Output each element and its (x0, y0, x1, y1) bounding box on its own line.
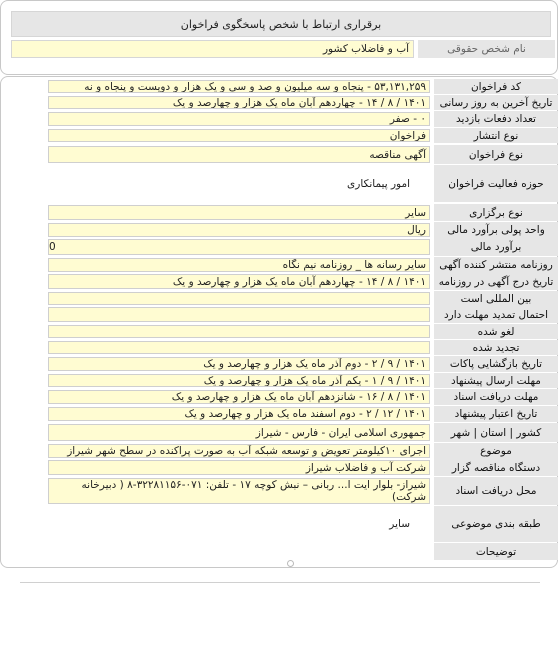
newspaper-row (0, 257, 560, 273)
international-value (48, 292, 430, 305)
contact-header: برقراری ارتباط با شخص پاسخگوی فراخوان (11, 11, 551, 37)
view-count-label: تعداد دفعات بازدید (434, 111, 558, 127)
international-row (0, 291, 560, 306)
publish-type-value: فراخوان (48, 129, 430, 142)
newspaper-date-row (0, 273, 560, 290)
financial-estimate-row (0, 238, 560, 256)
renewed-label: تجدید شده (434, 340, 558, 355)
proposal-deadline-label: مهلت ارسال پیشنهاد (434, 373, 558, 388)
documents-location-label: محل دریافت اسناد (434, 477, 558, 505)
proposal-validity-value: ۱۴۰۱ / ۱۲ / ۲ - دوم اسفند ماه یک هزار و چهارصد و یک (48, 407, 430, 421)
documents-location-value: شیراز- بلوار ایت ا... ربانی – نبش کوچه ۱۷ - تلفن: ۰۷۱-۳۲۲۸۱۱۵۶-۸ ( دبیرخانه شرکت) (48, 478, 430, 504)
subject-value: اجرای ۱۰کیلومتر تعویض و توسعه شبکه آب به صورت پراکنده در سطح شهر شیراز (48, 444, 430, 458)
publish-type-label: نوع انتشار (434, 128, 558, 143)
radio-dot-icon (287, 560, 294, 567)
holding-type-label: نوع برگزاری (434, 204, 558, 221)
activity-field-row (0, 165, 560, 202)
location-row (0, 423, 560, 442)
tender-code-value: ۵۳,۱۳۱,۲۵۹ - پنجاه و سه میلیون و صد و سی و یک هزار و دویست و پنجاه و نه (48, 80, 430, 93)
view-count-row (0, 111, 560, 127)
extension-possible-row (0, 306, 560, 323)
renewed-row (0, 340, 560, 355)
documents-location-row (0, 477, 560, 505)
documents-deadline-row (0, 389, 560, 405)
newspaper-value: سایر رسانه ها _ روزنامه نیم نگاه (48, 258, 430, 272)
international-label: بین المللی است (434, 291, 558, 306)
documents-deadline-label: مهلت دریافت اسناد (434, 389, 558, 405)
cancelled-label: لغو شده (434, 324, 558, 339)
documents-deadline-value: ۱۴۰۱ / ۸ / ۱۶ - شانزدهم آبان ماه یک هزار و چهارصد و یک (48, 390, 430, 404)
currency-unit-label: واحد پولی برآورد مالی (434, 222, 558, 238)
tender-code-label: کد فراخوان (434, 79, 558, 94)
proposal-deadline-row (0, 373, 560, 388)
proposal-validity-row (0, 406, 560, 422)
subject-classification-label: طبقه بندی موضوعی (434, 506, 558, 542)
envelope-opening-date-value: ۱۴۰۱ / ۹ / ۲ - دوم آذر ماه یک هزار و چهارصد و یک (48, 357, 430, 371)
financial-estimate-value: 0 (48, 239, 430, 255)
legal-entity-name-value: آب و فاضلاب کشور (11, 40, 414, 58)
publish-type-row (0, 128, 560, 143)
location-label: کشور | استان | شهر (434, 423, 558, 442)
newspaper-date-value: ۱۴۰۱ / ۸ / ۱۴ - چهاردهم آبان ماه یک هزار و چهارصد و یک (48, 274, 430, 289)
newspaper-date-label: تاریخ درج آگهی در روزنامه (434, 273, 558, 290)
location-value: جمهوری اسلامی ایران - فارس - شیراز (48, 424, 430, 441)
proposal-deadline-value: ۱۴۰۱ / ۹ / ۱ - یکم آذر ماه یک هزار و چهارصد و یک (48, 374, 430, 387)
subject-classification-row (0, 506, 560, 542)
newspaper-label: روزنامه منتشر کننده آگهی (434, 257, 558, 273)
envelope-opening-date-label: تاریخ بازگشایی پاکات (434, 356, 558, 372)
currency-unit-row (0, 222, 560, 238)
currency-unit-value: ریال (48, 223, 430, 237)
description-row (0, 543, 560, 560)
view-count-value: ۰ - صفر (48, 112, 430, 126)
subject-label: موضوع (434, 443, 558, 459)
last-update-value: ۱۴۰۱ / ۸ / ۱۴ - چهاردهم آبان ماه یک هزار و چهارصد و یک (48, 96, 430, 109)
cancelled-row (0, 324, 560, 339)
subject-classification-value: سایر (389, 518, 410, 530)
last-update-row (0, 95, 560, 110)
tender-type-row (0, 145, 560, 164)
tendering-organization-value: شرکت آب و فاضلاب شیراز (48, 460, 430, 475)
proposal-validity-label: تاریخ اعتبار پیشنهاد (434, 406, 558, 422)
tender-type-value: آگهی مناقصه (48, 146, 430, 163)
tendering-organization-label: دستگاه مناقصه گزار (434, 459, 558, 476)
cancelled-value (48, 325, 430, 338)
extension-possible-value (48, 307, 430, 322)
activity-field-value: امور پیمانکاری (347, 177, 410, 190)
contact-panel (0, 0, 558, 75)
extension-possible-label: احتمال تمدید مهلت دارد (434, 306, 558, 323)
subject-row (0, 443, 560, 459)
renewed-value (48, 341, 430, 354)
holding-type-row (0, 204, 560, 221)
tender-code-row (0, 79, 560, 94)
tender-type-label: نوع فراخوان (434, 145, 558, 164)
holding-type-value: سایر (48, 205, 430, 220)
activity-field-label: حوزه فعالیت فراخوان (434, 165, 558, 202)
legal-entity-name-label: نام شخص حقوقی (418, 40, 555, 58)
last-update-label: تاریخ آخرین به روز رسانی (434, 95, 558, 110)
envelope-opening-date-row (0, 356, 560, 372)
divider (20, 582, 540, 583)
financial-estimate-label: برآورد مالی (434, 238, 558, 256)
tendering-organization-row (0, 459, 560, 476)
description-label: توضیحات (434, 543, 558, 560)
